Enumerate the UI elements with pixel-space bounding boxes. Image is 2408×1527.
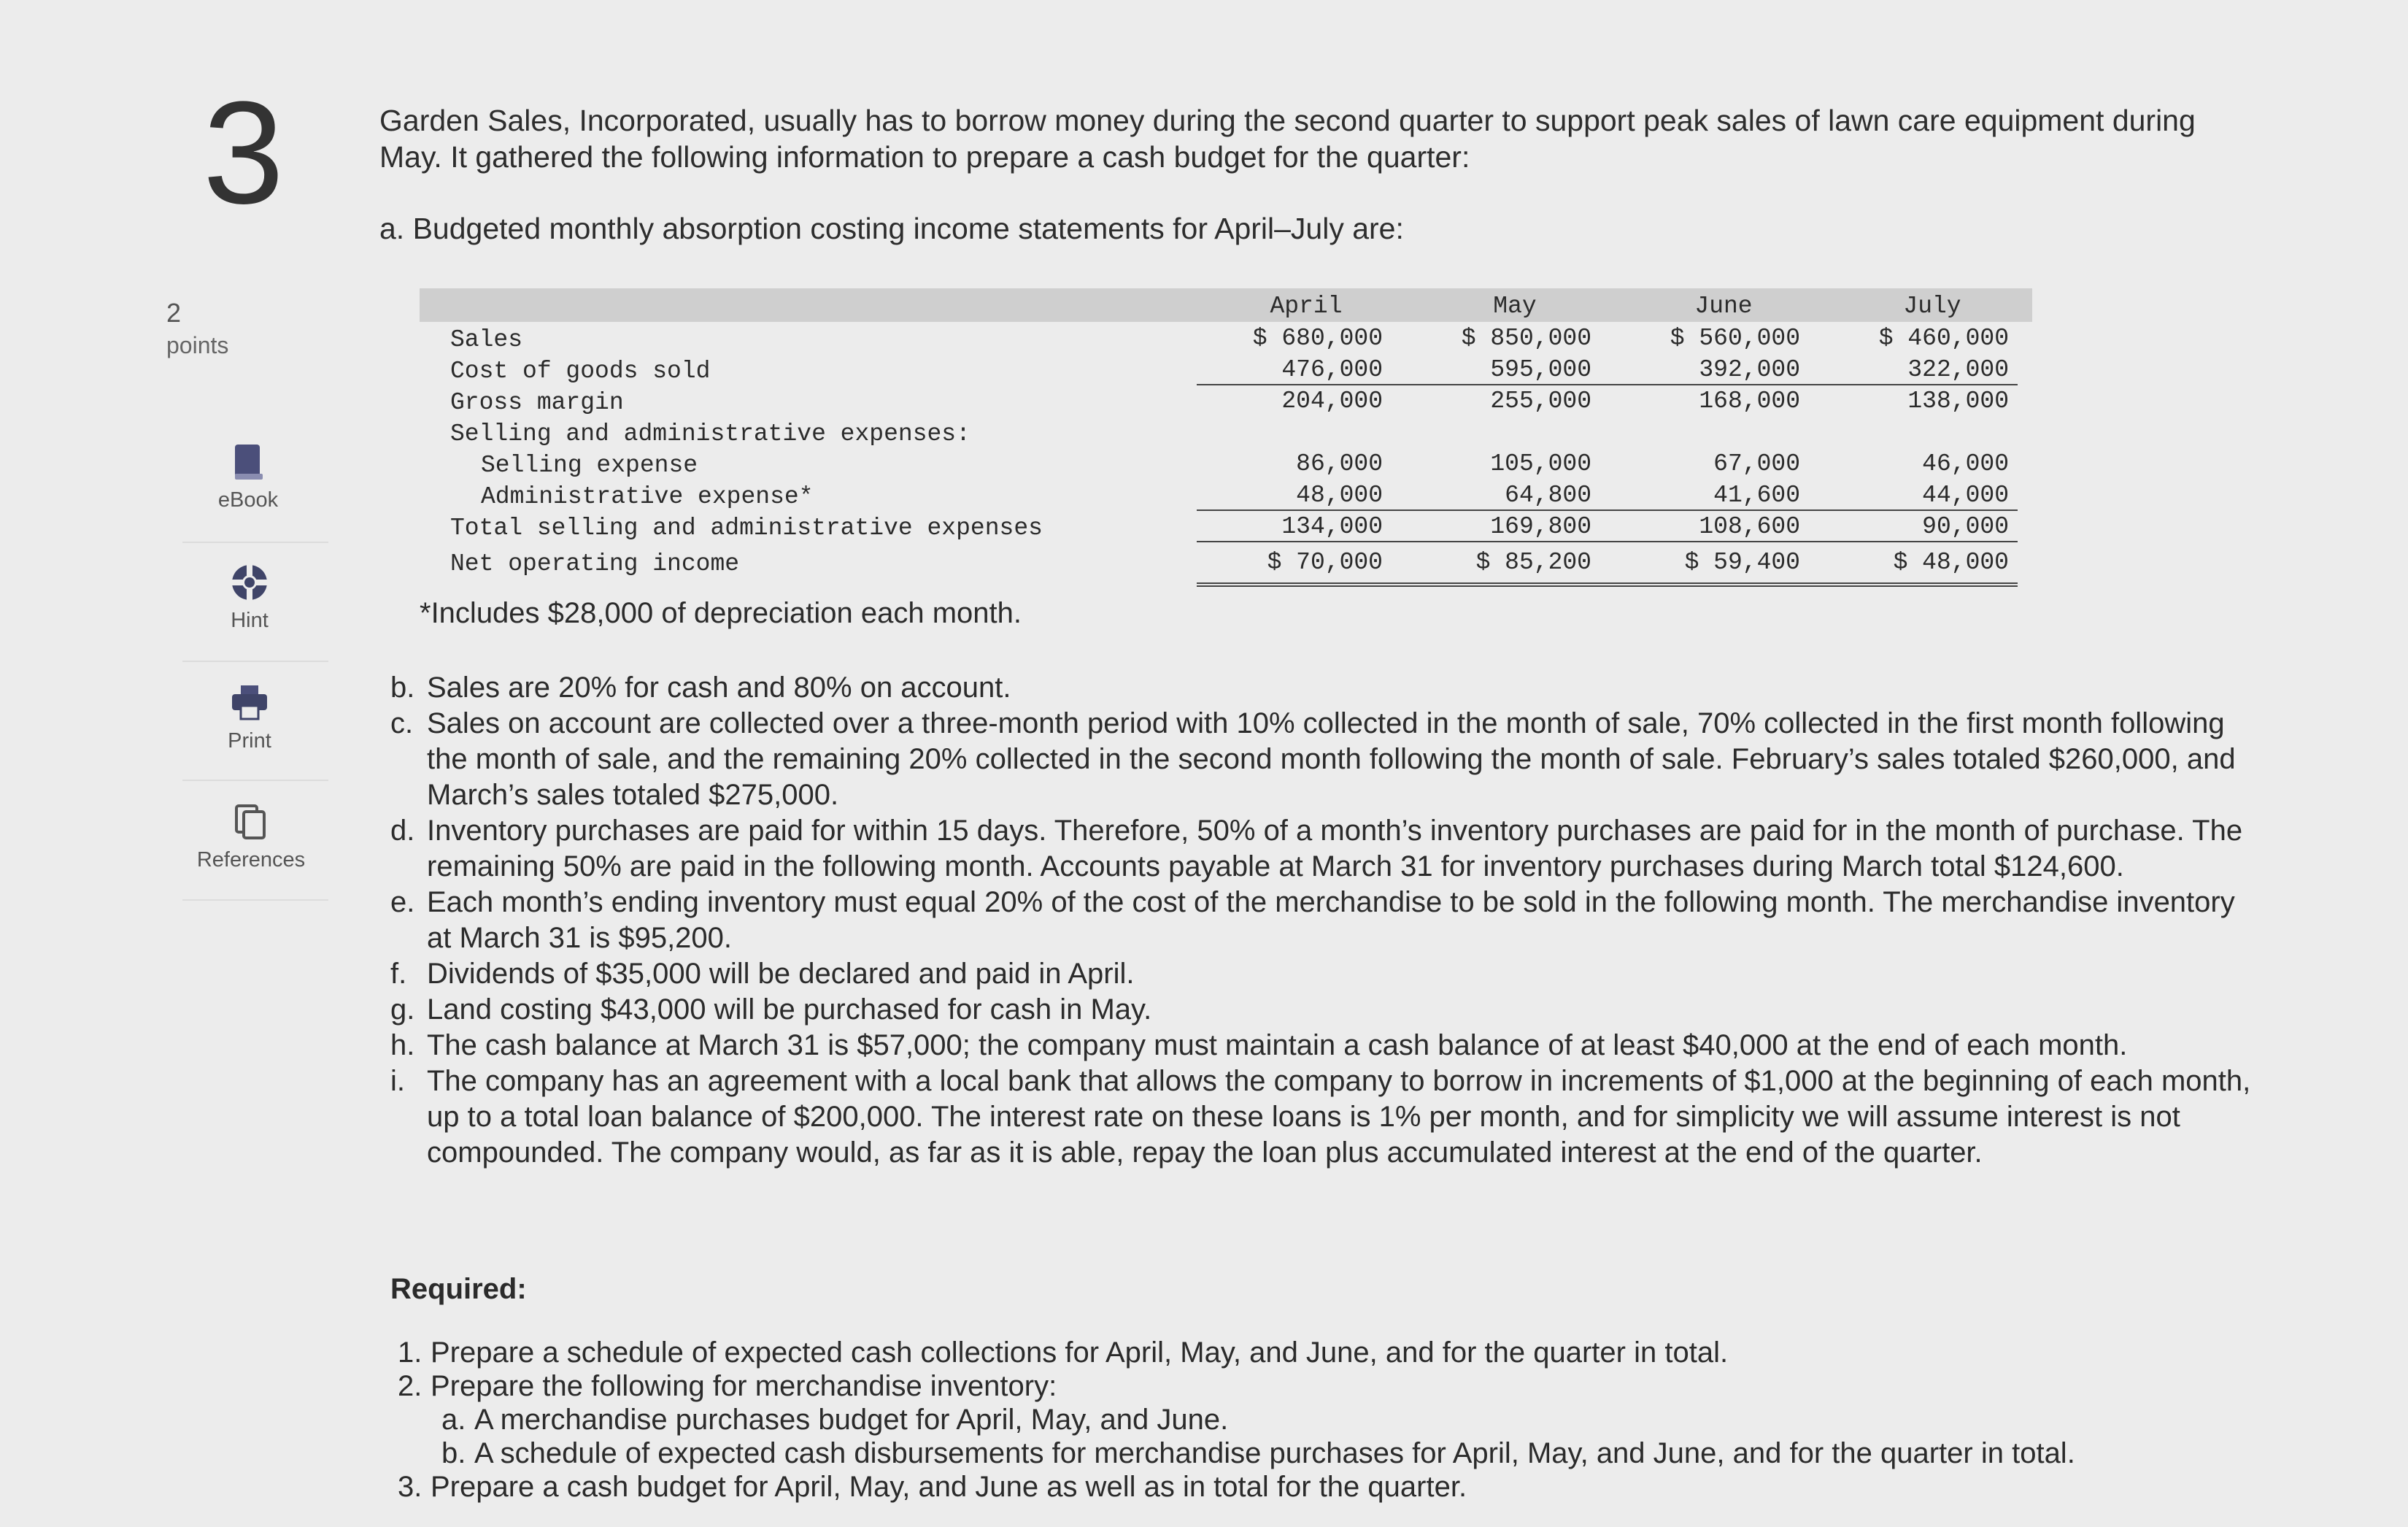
item-marker: f. [390, 958, 407, 990]
table-cell: 44,000 [1922, 482, 2009, 509]
problem-intro: Garden Sales, Incorporated, usually has to borrow money during the second quarter to support peak sales of lawn care equipment during May. It gathered the following information to prepare a cash budget for the quarter: [379, 104, 2196, 174]
lifebuoy-icon [229, 562, 270, 603]
item-text: Prepare a schedule of expected cash collections for April, May, and June, and for the quarter in total. [431, 1336, 1729, 1369]
income-statement-table [420, 288, 2032, 578]
required-subitem [398, 1403, 2266, 1436]
required-list [398, 1336, 2266, 1504]
ebook-button[interactable] [175, 442, 321, 512]
item-marker: e. [390, 886, 415, 918]
table-cell: $ 680,000 [1252, 325, 1383, 352]
list-item [390, 956, 2258, 992]
tool-divider [182, 899, 328, 901]
item-marker: b. [441, 1437, 466, 1469]
table-cell: $ 59,400 [1684, 549, 1800, 576]
row-label: Administrative expense* [481, 483, 814, 510]
row-label: Gross margin [450, 389, 624, 416]
table-row [420, 353, 2032, 385]
required-heading: Required: [390, 1273, 527, 1305]
item-marker: d. [390, 815, 415, 847]
table-cell: 48,000 [1296, 482, 1383, 509]
item-a: a. Budgeted monthly absorption costing income statements for April–July are: [379, 212, 1404, 245]
item-text: Inventory purchases are paid for within 15 days. Therefore, 50% of a month’s inventory purchases are paid for in the month of purchase. The remaining 50% are paid in the following month. Accounts payable at March 31 for inventory purchases during March total $124,600. [427, 815, 2243, 882]
hint-label: Hint [231, 609, 269, 632]
row-label: Sales [450, 326, 523, 353]
list-item [390, 1063, 2258, 1171]
hint-button[interactable] [177, 562, 323, 633]
references-button[interactable] [178, 801, 324, 872]
item-text: A schedule of expected cash disbursements for merchandise purchases for April, May, and June, and for the quarter in total. [474, 1437, 2075, 1469]
item-marker: 3. [398, 1471, 422, 1503]
list-item [390, 670, 2258, 706]
table-cell: 90,000 [1922, 513, 2009, 540]
required-item [398, 1369, 2266, 1403]
required-item [398, 1336, 2266, 1369]
question-sidebar [0, 0, 336, 1527]
problem-statement [379, 102, 2247, 277]
table-cell: 255,000 [1490, 388, 1591, 415]
column-header: April [1270, 293, 1343, 320]
row-label: Total selling and administrative expenses [450, 515, 1043, 542]
required-item [398, 1470, 2266, 1504]
table-row [420, 416, 2032, 447]
item-marker: b. [390, 672, 415, 704]
table-cell: $ 850,000 [1461, 325, 1591, 352]
table-cell: 168,000 [1699, 388, 1800, 415]
list-item [390, 813, 2258, 885]
table-cell: 105,000 [1490, 450, 1591, 477]
table-cell: $ 70,000 [1267, 549, 1383, 576]
table-row [420, 447, 2032, 479]
item-marker: i. [390, 1065, 405, 1097]
total-double-rule [1197, 582, 2018, 587]
references-label: References [196, 848, 306, 872]
table-cell: 595,000 [1490, 356, 1591, 383]
table-cell: $ 460,000 [1878, 325, 2009, 352]
table-cell: $ 560,000 [1670, 325, 1800, 352]
question-number: 3 [203, 72, 285, 234]
item-marker: 1. [398, 1336, 422, 1369]
list-item [390, 885, 2258, 956]
table-cell: 204,000 [1281, 388, 1383, 415]
points-value: 2 [166, 298, 182, 328]
table-cell: $ 48,000 [1893, 549, 2009, 576]
table-cell: 476,000 [1281, 356, 1383, 383]
table-cell: 322,000 [1907, 356, 2009, 383]
table-cell: 46,000 [1922, 450, 2009, 477]
table-cell: 67,000 [1713, 450, 1800, 477]
item-text: The company has an agreement with a local bank that allows the company to borrow in increments of $1,000 at the beginning of each month, up to a total loan balance of $200,000. The interest rate on these loans is 1% per month, and for simplicity we will assume interest is not compounded. The company would, as far as it is able, repay the loan plus accumulated interest at the end of the quarter. [427, 1065, 2251, 1169]
table-cell: 108,600 [1699, 513, 1800, 540]
book-icon [228, 442, 269, 482]
table-cell: 64,800 [1505, 482, 1591, 509]
item-marker: h. [390, 1029, 415, 1061]
column-header: July [1903, 293, 1961, 320]
item-marker: 2. [398, 1370, 422, 1402]
item-marker: a. [441, 1404, 466, 1436]
list-item [390, 1028, 2258, 1063]
table-cell: $ 85,200 [1475, 549, 1591, 576]
table-row [420, 510, 2032, 542]
tool-divider [182, 780, 328, 781]
table-row [420, 542, 2032, 578]
table-cell: 86,000 [1296, 450, 1383, 477]
table-cell: 392,000 [1699, 356, 1800, 383]
row-label: Cost of goods sold [450, 358, 711, 385]
print-label: Print [228, 729, 271, 753]
table-footnote: *Includes $28,000 of depreciation each month. [420, 597, 1022, 629]
row-label: Selling and administrative expenses: [450, 420, 970, 447]
table-cell: 169,800 [1490, 513, 1591, 540]
tool-divider [182, 542, 328, 543]
item-text: Sales are 20% for cash and 80% on account. [427, 672, 1011, 704]
points-label: points [166, 332, 229, 358]
printer-icon [229, 682, 270, 723]
item-text: Prepare the following for merchandise inventory: [431, 1370, 1057, 1402]
required-subitem [398, 1436, 2266, 1470]
table-cell: 41,600 [1713, 482, 1800, 509]
table-header [420, 288, 2032, 322]
item-marker: g. [390, 993, 415, 1026]
column-header: May [1493, 293, 1537, 320]
print-button[interactable] [177, 682, 323, 753]
item-text: Land costing $43,000 will be purchased for cash in May. [427, 993, 1152, 1026]
item-text: Prepare a cash budget for April, May, and June as well as in total for the quarter. [431, 1471, 1467, 1503]
tool-divider [182, 661, 328, 662]
ebook-label: eBook [217, 488, 279, 512]
item-text: Dividends of $35,000 will be declared and paid in April. [427, 958, 1135, 990]
table-row [420, 479, 2032, 510]
table-row [420, 322, 2032, 353]
table-cell: 138,000 [1907, 388, 2009, 415]
column-header: June [1694, 293, 1753, 320]
row-label: Selling expense [481, 452, 698, 479]
item-text: A merchandise purchases budget for April, May, and June. [474, 1404, 1229, 1436]
list-item [390, 706, 2258, 813]
assumption-list [390, 670, 2258, 1171]
item-text: Each month’s ending inventory must equal 20% of the cost of the merchandise to be sold in the following month. The merchandise inventory at March 31 is $95,200. [427, 886, 2235, 954]
row-label: Net operating income [450, 550, 740, 577]
table-row [420, 385, 2032, 416]
item-marker: c. [390, 707, 414, 739]
item-text: Sales on account are collected over a three-month period with 10% collected in the month of sale, 70% collected in the first month following the month of sale, and the remaining 20% collected in the second month following the month of sale. February’s sales totaled $260,000, and March’s sales totaled $275,000. [427, 707, 2236, 811]
list-item [390, 992, 2258, 1028]
table-cell: 134,000 [1281, 513, 1383, 540]
documents-icon [231, 801, 271, 842]
item-text: The cash balance at March 31 is $57,000; the company must maintain a cash balance of at least $40,000 at the end of each month. [427, 1029, 2128, 1061]
